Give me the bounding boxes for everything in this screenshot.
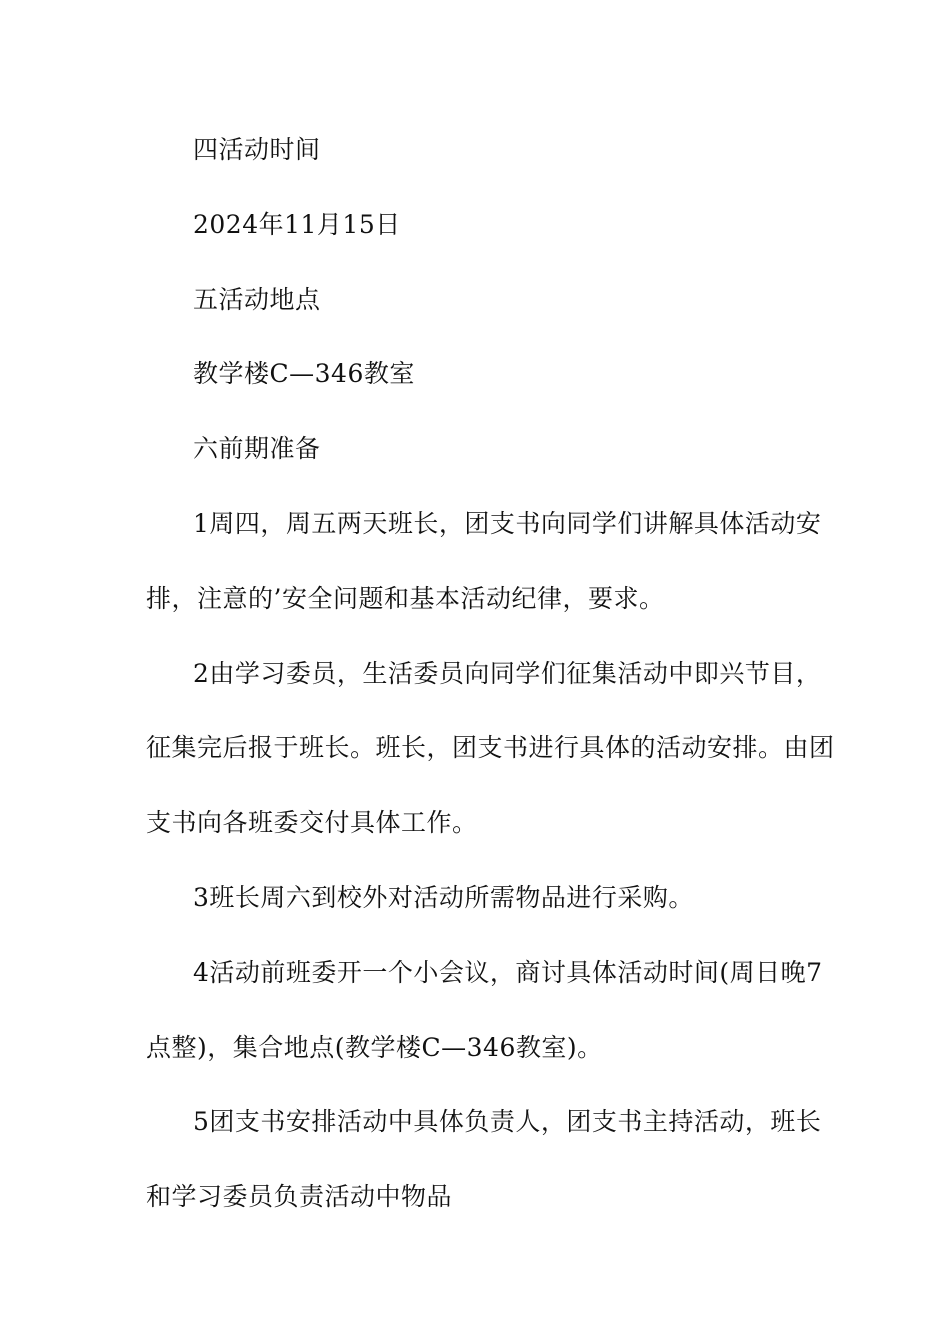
activity-date: 2024年11月15日 <box>193 210 401 239</box>
activity-location: 教学楼C—346教室 <box>193 359 415 388</box>
section-heading-activity-time: 四活动时间 <box>193 135 321 164</box>
paragraph-2-line-3: 支书向各班委交付具体工作。 <box>146 808 478 837</box>
paragraph-5-line-1: 5团支书安排活动中具体负责人，团支书主持活动，班长 <box>193 1107 822 1136</box>
paragraph-2-line-2: 征集完后报于班长。班长，团支书进行具体的活动安排。由团 <box>146 733 835 762</box>
paragraph-1-line-1: 1周四，周五两天班长，团支书向同学们讲解具体活动安 <box>193 509 822 538</box>
paragraph-3-line-1: 3班长周六到校外对活动所需物品进行采购。 <box>193 883 694 912</box>
section-heading-activity-location: 五活动地点 <box>193 285 321 314</box>
paragraph-4-line-1: 4活动前班委开一个小会议，商讨具体活动时间(周日晚7 <box>193 958 823 987</box>
paragraph-2-line-1: 2由学习委员，生活委员向同学们征集活动中即兴节目， <box>193 659 822 688</box>
paragraph-5-line-2: 和学习委员负责活动中物品 <box>146 1182 453 1211</box>
section-heading-preparation: 六前期准备 <box>193 434 321 463</box>
paragraph-1-line-2: 排，注意的’安全问题和基本活动纪律，要求。 <box>146 584 665 613</box>
paragraph-4-line-2: 点整)，集合地点(教学楼C—346教室)。 <box>146 1033 603 1062</box>
